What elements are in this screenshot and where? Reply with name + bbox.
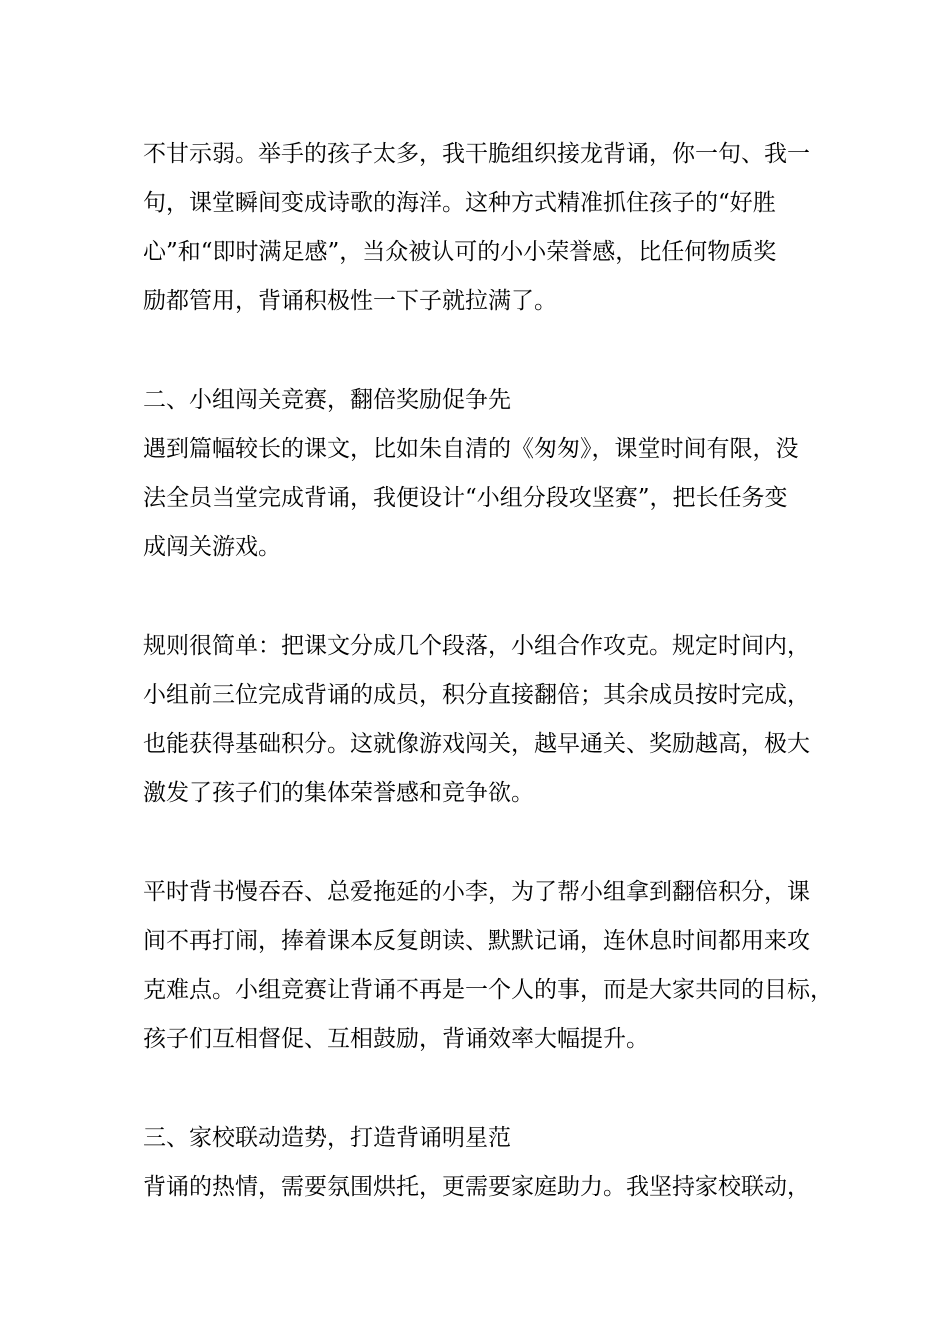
text-line: 句，课堂瞬间变成诗歌的海洋。这种方式精准抓住孩子的“好胜	[143, 190, 776, 216]
section-heading: 三、家校联动造势，打造背诵明星范	[143, 1125, 511, 1151]
text-line: 遇到篇幅较长的课文，比如朱自清的《匆匆》，课堂时间有限，没	[143, 436, 799, 462]
text-line: 成闯关游戏。	[143, 534, 281, 560]
text-line: 孩子们互相督促、互相鼓励，背诵效率大幅提升。	[143, 1026, 649, 1052]
text-line: 规则很简单：把课文分成几个段落，小组合作攻克。规定时间内，	[143, 633, 810, 659]
text-line: 心”和“即时满足感”，当众被认可的小小荣誉感，比任何物质奖	[143, 239, 777, 265]
text-line: 也能获得基础积分。这就像游戏闯关，越早通关、奖励越高，极大	[143, 731, 810, 757]
text-line: 克难点。小组竞赛让背诵不再是一个人的事，而是大家共同的目标，	[143, 977, 833, 1003]
text-line: 励都管用，背诵积极性一下子就拉满了。	[143, 288, 557, 314]
text-line: 不甘示弱。举手的孩子太多，我干脆组织接龙背诵，你一句、我一	[143, 141, 810, 167]
text-line: 背诵的热情，需要氛围烘托，更需要家庭助力。我坚持家校联动，	[143, 1174, 810, 1200]
section-heading: 二、小组闯关竞赛，翻倍奖励促争先	[143, 387, 511, 413]
text-line: 激发了孩子们的集体荣誉感和竞争欲。	[143, 780, 534, 806]
text-line: 小组前三位完成背诵的成员，积分直接翻倍；其余成员按时完成，	[143, 682, 810, 708]
text-line: 法全员当堂完成背诵，我便设计“小组分段攻坚赛”，把长任务变	[143, 485, 788, 511]
text-line: 平时背书慢吞吞、总爱拖延的小李，为了帮小组拿到翻倍积分，课	[143, 879, 810, 905]
text-line: 间不再打闹，捧着课本反复朗读、默默记诵，连休息时间都用来攻	[143, 928, 810, 954]
